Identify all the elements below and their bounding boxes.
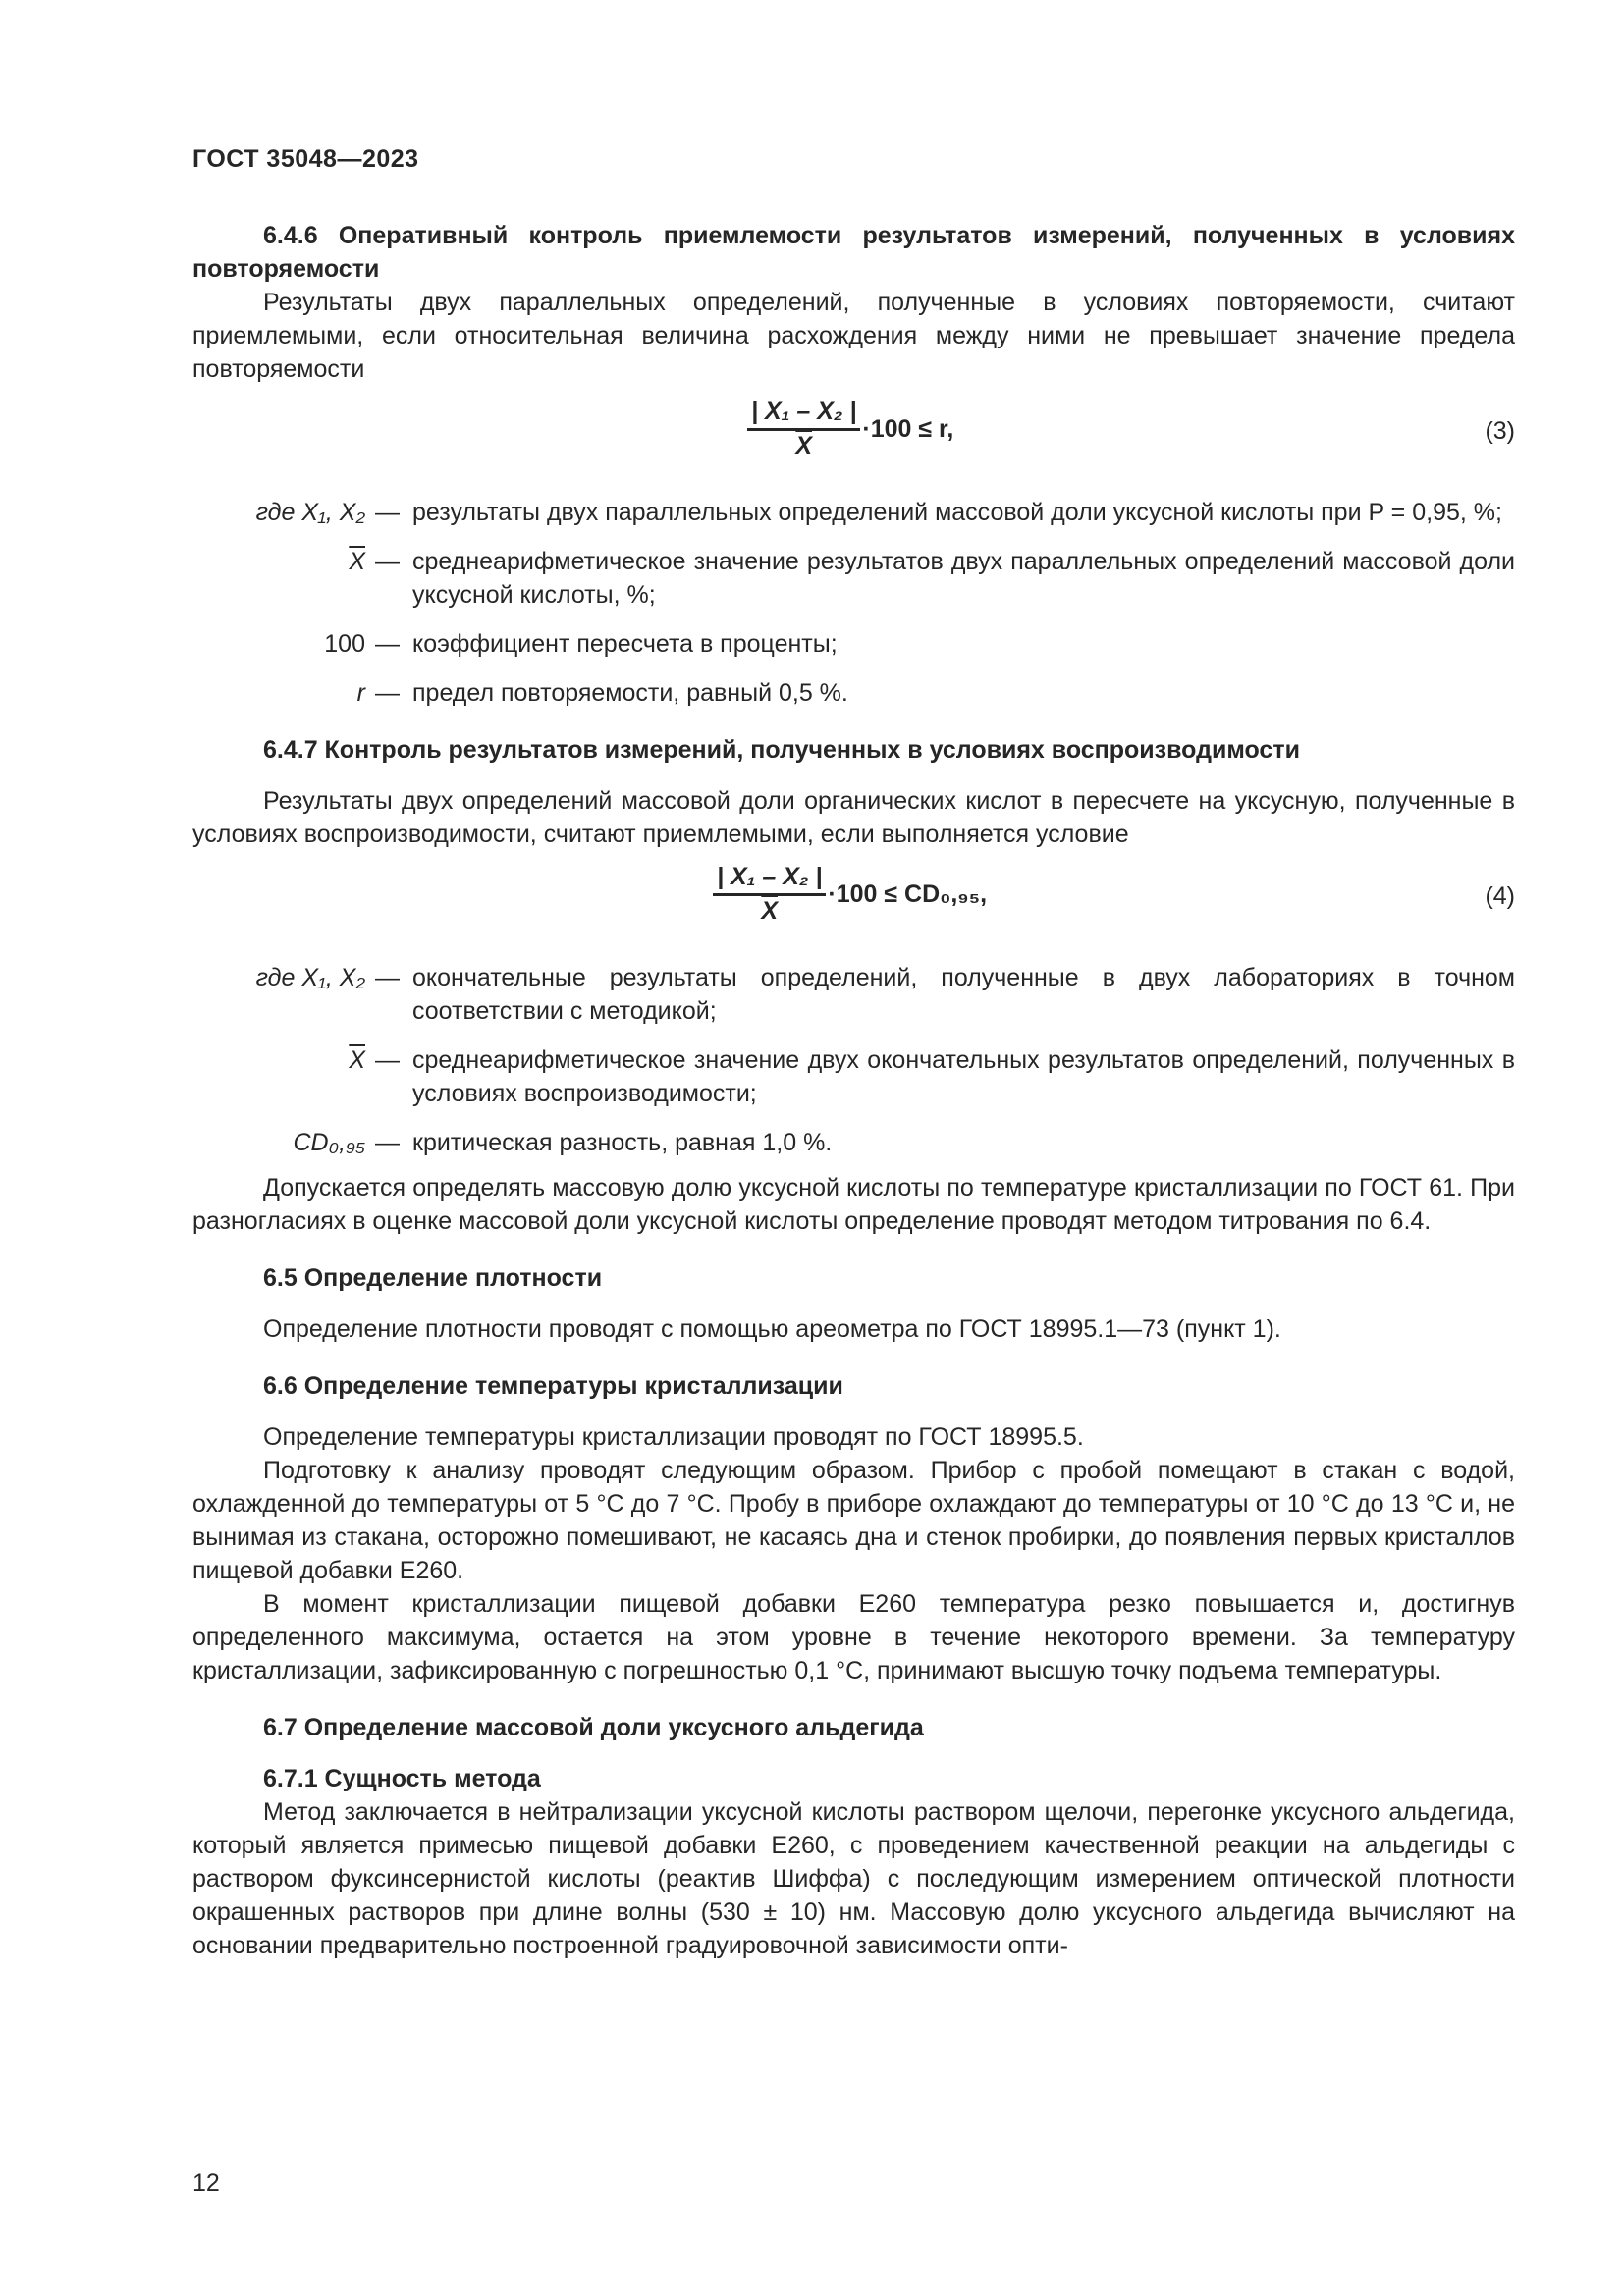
definition-dash: — — [375, 964, 400, 991]
definition-row — [192, 1126, 1515, 1159]
definition-dash: — — [375, 630, 400, 658]
section-6-5-text: Определение плотности проводят с помощью ареометра по ГОСТ 18995.1—73 (пункт 1). — [263, 1315, 1281, 1343]
section-6-6-paragraph-2: Подготовку к анализу проводят следующим образом. Прибор с пробой помещают в стакан с водой, охлажденной до температуры от 5 °С до 7 °С. Пробу в приборе охлаждают до температуры от 10 °С до 13 °С и, не вынимая из стакана, осторожно помешивают, не касаясь дна и стенок пробирки, до появления первых кристаллов пищевой добавки Е260. — [192, 1457, 1515, 1584]
section-6-7-1-text: Метод заключается в нейтрализации уксусной кислоты раствором щелочи, перегонке уксусного альдегида, который является примесью пищевой добавки Е260, с проведением качественной реакции на альдегиды с раствором фуксинсернистой кислоты (реактив Шиффа) с последующим измерением оптической плотности окрашенных растворов при длине волны (530 ± 10) нм. Массовую долю уксусного альдегида вычисляют на основании предварительно построенной градуировочной зависимости опти- — [192, 1798, 1515, 1959]
definition-dash: — — [375, 1129, 400, 1156]
formula-3 — [192, 396, 1515, 474]
formula-4-definitions — [192, 961, 1515, 1159]
section-6-7-1-heading: 6.7.1 Сущность метода — [263, 1765, 541, 1792]
section-6-5-heading: 6.5 Определение плотности — [263, 1264, 603, 1292]
definition-row — [192, 545, 1515, 612]
definition-dash: — — [375, 1046, 400, 1074]
formula-4-rhs: ·100 ≤ CD₀,₉₅, — [828, 880, 988, 908]
definition-text: коэффициент пересчета в проценты; — [412, 630, 838, 658]
formula-3-number: (3) — [1485, 417, 1515, 445]
section-6-4-6-text: Результаты двух параллельных определений, полученные в условиях повторяемости, считают приемлемыми, если относительная величина расхождения между ними не превышает значение предела повторяемости — [192, 289, 1515, 383]
formula-3-rhs: ·100 ≤ r, — [862, 414, 954, 443]
section-6-4-7-text: Результаты двух определений массовой доли органических кислот в пересчете на уксусную, полученные в условиях воспроизводимости, считают приемлемыми, если выполняется условие — [192, 787, 1515, 848]
section-6-6-paragraph-3: В момент кристаллизации пищевой добавки Е260 температура резко повышается и, достигнув определенного максимума, остается на этом уровне в течение некоторого времени. За температуру кристаллизации, зафиксированную с погрешностью 0,1 °С, принимают высшую точку подъема температуры. — [192, 1590, 1515, 1684]
definition-dash: — — [375, 499, 400, 526]
section-6-7-heading: 6.7 Определение массовой доли уксусного альдегида — [263, 1714, 924, 1741]
formula-4-expression — [713, 863, 987, 926]
formula-4 — [192, 861, 1515, 939]
definition-term: где X₁, X₂ — [255, 964, 365, 991]
definition-text: окончательные результаты определений, полученные в двух лабораториях в точном соответствии с методикой; — [412, 964, 1515, 1025]
definition-term: r — [356, 679, 365, 707]
definition-row — [192, 627, 1515, 661]
formula-3-denominator: X — [795, 432, 813, 459]
definition-row — [192, 961, 1515, 1028]
page-number: 12 — [192, 2169, 220, 2197]
definition-dash: — — [375, 679, 400, 707]
section-6-4-6-heading: 6.4.6 Оперативный контроль приемлемости результатов измерений, полученных в условиях повторяемости — [192, 222, 1515, 283]
definition-text: результаты двух параллельных определений массовой доли уксусной кислоты при P = 0,95, %; — [412, 499, 1502, 526]
formula-4-number: (4) — [1485, 882, 1515, 910]
definition-row — [192, 496, 1515, 529]
formula-3-expression — [747, 398, 953, 460]
definition-row — [192, 676, 1515, 710]
document-page — [192, 145, 1515, 1962]
formula-4-denominator: X — [761, 897, 779, 925]
formula-3-numerator: | X₁ – X₂ | — [747, 398, 860, 431]
definition-dash: — — [375, 548, 400, 575]
section-6-6-heading: 6.6 Определение температуры кристаллизации — [263, 1372, 843, 1400]
definition-term: $\overline{X}$ — [349, 548, 365, 575]
formula-4-numerator: | X₁ – X₂ | — [713, 863, 826, 896]
definition-row — [192, 1043, 1515, 1110]
definition-term: CD₀,₉₅ — [293, 1129, 365, 1156]
definition-term: где X₁, X₂ — [255, 499, 365, 526]
definition-text: критическая разность, равная 1,0 %. — [412, 1129, 833, 1156]
document-id-header: ГОСТ 35048—2023 — [192, 145, 419, 173]
definition-term: 100 — [324, 630, 365, 658]
formula-3-definitions — [192, 496, 1515, 710]
section-6-6-paragraph-1: Определение температуры кристаллизации проводят по ГОСТ 18995.5. — [263, 1423, 1084, 1451]
definition-text: среднеарифметическое значение результатов двух параллельных определений массовой доли уксусной кислоты, %; — [412, 548, 1515, 609]
section-6-4-7-note: Допускается определять массовую долю уксусной кислоты по температуре кристаллизации по ГОСТ 61. При разногласиях в оценке массовой доли уксусной кислоты определение проводят методом титрования по 6.4. — [192, 1174, 1515, 1235]
formula-3-fraction — [747, 398, 860, 460]
definition-text: предел повторяемости, равный 0,5 %. — [412, 679, 848, 707]
definition-term: $\overline{X}$ — [349, 1046, 365, 1074]
formula-4-fraction — [713, 863, 826, 926]
definition-text: среднеарифметическое значение двух окончательных результатов определений, полученных в условиях воспроизводимости; — [412, 1046, 1515, 1107]
section-6-4-7-heading: 6.4.7 Контроль результатов измерений, полученных в условиях воспроизводимости — [263, 736, 1300, 764]
